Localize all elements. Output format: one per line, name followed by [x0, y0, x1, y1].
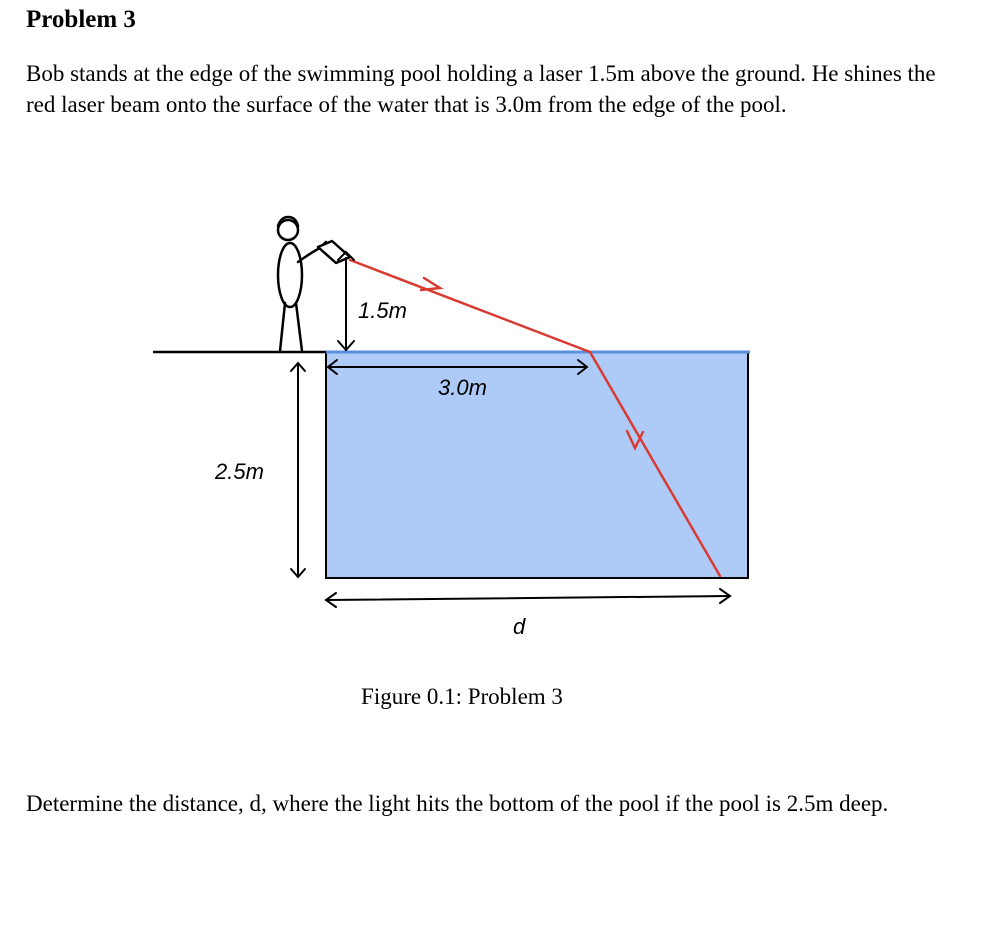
bottom-distance-dimension [326, 589, 730, 607]
problem-question-text: Determine the distance, d, where the light hits the bottom of the pool if the pool is 2.5m deep. [26, 791, 889, 816]
surface-distance-label: 3.0m [438, 375, 487, 400]
bob-body [278, 243, 302, 307]
laser-height-dimension [338, 252, 354, 350]
figure-caption: Figure 0.1: Problem 3 [361, 684, 563, 709]
bob-legs [280, 303, 302, 351]
bob-head [278, 220, 298, 240]
problem-heading: Problem 3 [26, 6, 136, 33]
problem-intro-text: Bob stands at the edge of the swimming pool holding a laser 1.5m above the ground. He shines the red laser beam onto the surface of the water that is 3.0m from the edge of the pool. [26, 61, 936, 117]
bottom-distance-label: d [513, 614, 526, 639]
pool-depth-label: 2.5m [215, 459, 264, 484]
bob-figure [278, 217, 326, 351]
pool-depth-dimension [291, 363, 305, 577]
pool-water [326, 352, 748, 578]
laser-height-label: 1.5m [358, 298, 407, 323]
